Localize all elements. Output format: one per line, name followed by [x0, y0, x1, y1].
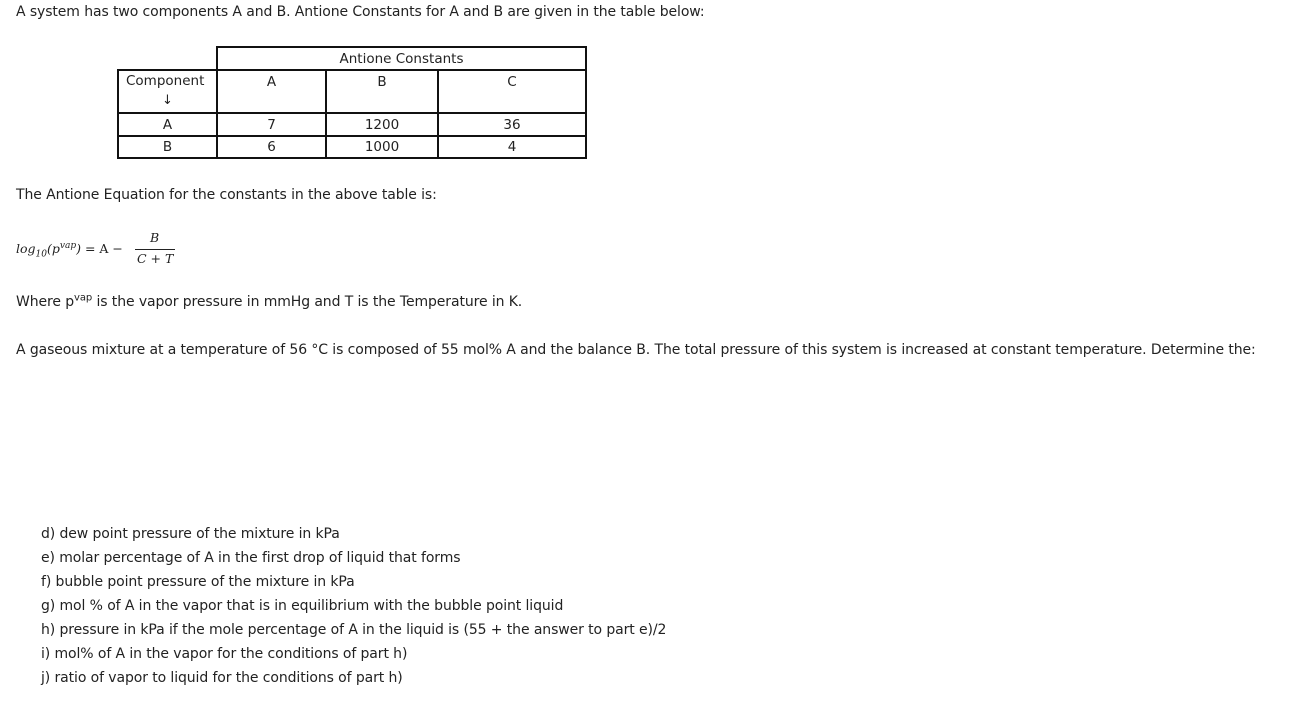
- table-col-header-b: B: [377, 74, 387, 90]
- where-text-after: is the vapor pressure in mmHg and T is the Temperature in K.: [92, 294, 523, 310]
- table-group-header: Antione Constants: [339, 51, 464, 67]
- table-row-b-const-c: 4: [507, 139, 517, 155]
- list-item: f) bubble point pressure of the mixture in kPa: [41, 574, 355, 590]
- table-border-row-divider: [117, 135, 587, 137]
- list-item: i) mol% of A in the vapor for the conditions of part h): [41, 646, 408, 662]
- equation-fraction-bar: [135, 249, 175, 250]
- down-arrow-icon: ↓: [162, 93, 173, 108]
- table-border-header-bottom: [117, 112, 587, 114]
- where-text: [16, 293, 522, 311]
- table-border-right: [585, 46, 587, 159]
- where-vap-sup: vap: [74, 292, 93, 304]
- equation-numerator: B: [150, 230, 160, 245]
- table-row-b-const-a: 6: [267, 139, 276, 155]
- equation-lhs: $\log_{10}(p^{vap}) = A$ −: [16, 241, 123, 260]
- where-text-before: Where p: [16, 294, 75, 310]
- equation-intro-text: The Antione Equation for the constants in the above table is:: [16, 187, 437, 203]
- equation-equals-a: = A −: [84, 241, 123, 257]
- equation-log: log: [16, 241, 36, 257]
- list-item: e) molar percentage of A in the first drop of liquid that forms: [41, 550, 461, 566]
- list-item: h) pressure in kPa if the mole percentage of A in the liquid is (55 + the answer to part e)/2: [41, 622, 667, 638]
- table-component-header: Component: [126, 73, 205, 89]
- table-border-bottom: [117, 157, 587, 159]
- table-row-a-const-c: 36: [503, 117, 521, 133]
- table-row-b-const-b: 1000: [364, 139, 400, 155]
- table-row-a-const-a: 7: [267, 117, 276, 133]
- table-col-header-a: A: [266, 74, 277, 90]
- equation-log-base: 10: [35, 249, 47, 260]
- equation-pressure-var: p: [51, 241, 60, 257]
- table-row-a-const-b: 1200: [364, 117, 400, 133]
- list-item: g) mol % of A in the vapor that is in equilibrium with the bubble point liquid: [41, 598, 564, 614]
- mixture-text: A gaseous mixture at a temperature of 56 °C is composed of 55 mol% A and the balance B. The total pressure of this system is increased at constant temperature. Determine the:: [16, 342, 1256, 358]
- table-border-top: [217, 46, 587, 48]
- equation-denominator: C + T: [137, 251, 174, 266]
- list-item: j) ratio of vapor to liquid for the conditions of part h): [41, 670, 403, 686]
- table-row-a-component: A: [162, 117, 173, 133]
- list-item: d) dew point pressure of the mixture in kPa: [41, 526, 340, 542]
- table-col-header-c: C: [507, 74, 517, 90]
- table-row-b-component: B: [162, 139, 173, 155]
- equation-vap-sup: vap: [59, 241, 77, 251]
- table-border-header-top: [117, 69, 587, 71]
- intro-text: A system has two components A and B. Antione Constants for A and B are given in the table below:: [16, 4, 705, 20]
